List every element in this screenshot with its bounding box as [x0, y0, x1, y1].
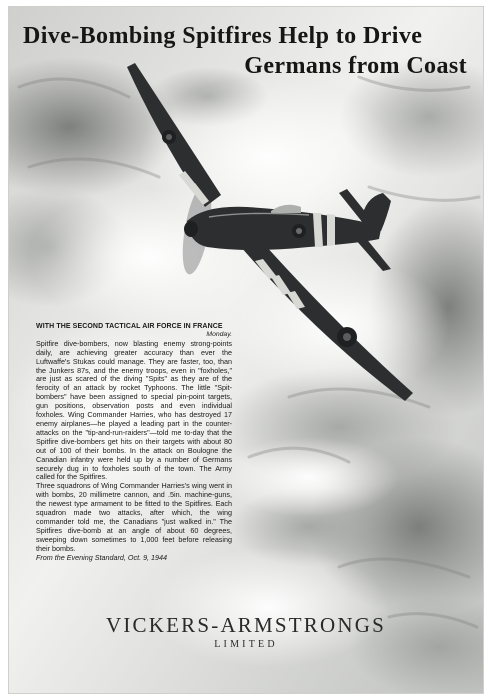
headline-line-1: Dive-Bombing Spitfires Help to Drive [23, 23, 423, 49]
company-name: VICKERS-ARMSTRONGS [106, 613, 386, 637]
article-paragraph-1: Spitfire dive-bombers, now blasting enemy strong-points daily, are achieving greater accuracy than ever the Luftwaffe's Stukas could manage. They are faster, too, than the Junkers 87s, and the enemy troops, even in "foxholes," are just as scared of the diving "Spits" as they are of the ferocity of an attack by rocket Typhoons. The little "Spit-bombers" have been assigned to special pin-point targets, gun positions, observation posts and even individual foxholes. Wing Commander Harries, who has destroyed 17 enemy airplanes—he played a leading part in the counter-attacks on the "tip-and-run-raiders"—told me to-day that the Spitfire dive-bombers get hits on their targets with about 80 out of 100 of their bombs. In the attack on Boulogne the Canadian infantry were held up by a number of Germans securely dug in to foxholes south of the town. The Army called for the Spitfires. [36, 338, 232, 482]
advertisement-page [8, 6, 484, 694]
article-source: From the Evening Standard, Oct. 9, 1944 [36, 552, 168, 562]
article-paragraph-2: Three squadrons of Wing Commander Harries's wing went in with bombs, 20 millimetre cannon, and .5in. machine-guns, the newest type armament to be fitted to the Spitfires. Each squadron made two attacks, after which, the wing commander told me, the Canadians "just walked in." The Spitfires dive-bomb at an angle of about 60 degrees, sweeping down sometimes to 1,000 feet before releasing their bombs. [36, 481, 232, 553]
dateline: WITH THE SECOND TACTICAL AIR FORCE IN FRANCE [36, 323, 223, 330]
headline-line-2: Germans from Coast [244, 53, 467, 79]
company-suffix: LIMITED [214, 639, 278, 650]
dateline-day: Monday. [206, 330, 232, 338]
headline [23, 21, 467, 81]
article-column [36, 323, 232, 562]
